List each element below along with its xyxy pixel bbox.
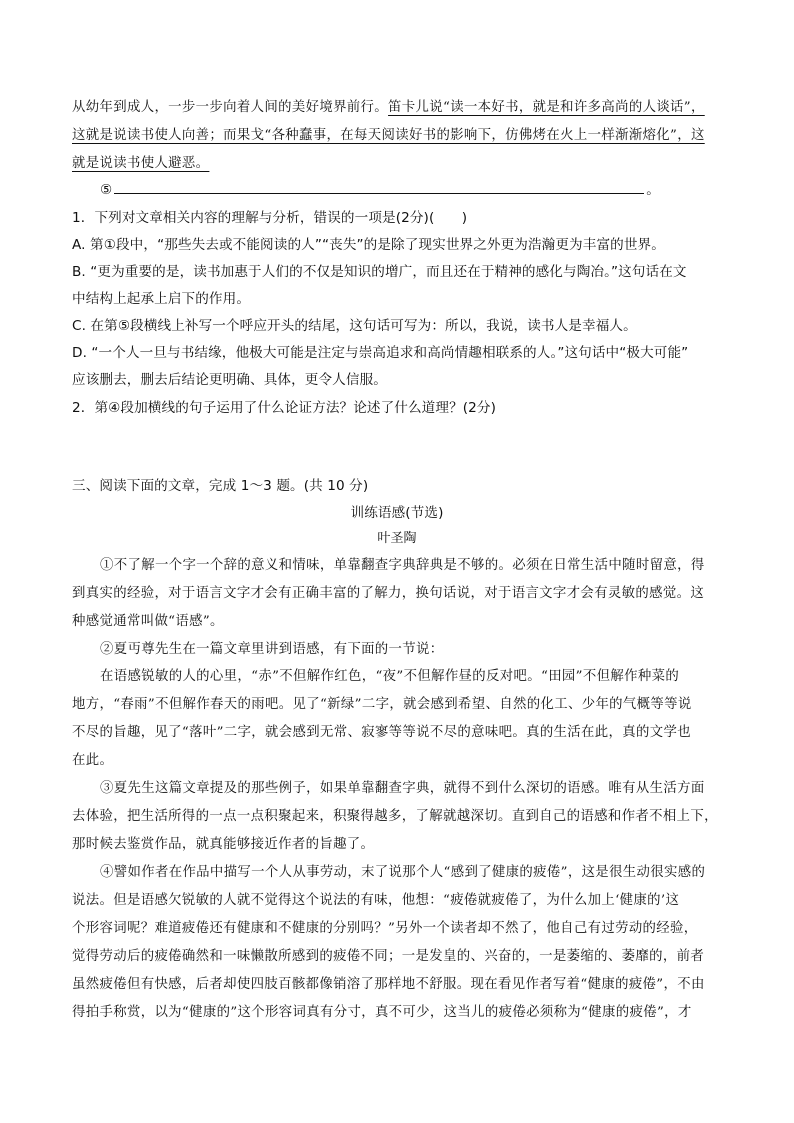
- article-author: 叶圣陶: [377, 531, 417, 546]
- quote-line-4: 在此。: [72, 753, 114, 768]
- option-d-line-2: 应该删去，删去后结论更明确、具体，更令人信服。: [72, 372, 387, 388]
- answer-blank: [114, 181, 644, 194]
- paragraph-4-line-2: 说法。但是语感欠锐敏的人就不觉得这个说法的有味，他想：“疲倦就疲倦了，为什么加上‘健康的’这: [72, 893, 680, 908]
- option-c: C. 在第⑤段横线上补写一个呼应开头的结尾，这句话可写为：所以，我说，读书人是幸福人。: [72, 318, 637, 334]
- paragraph-3-line-3: 那时候去鉴赏作品，就真能够接近作者的旨趣了。: [72, 837, 375, 852]
- paragraph-1-line-1: ①不了解一个字一个辞的意义和情味，单靠翻查字典辞典是不够的。必须在日常生活中随时留意，得: [100, 558, 705, 573]
- option-b-line-2: 中结构上起承上启下的作用。: [72, 291, 251, 307]
- paragraph-4-line-6: 得拍手称赏，以为“健康的”这个形容词真有分寸，真不可少，这当儿的疲倦必须称为“健康的疲倦”，才: [72, 1005, 692, 1020]
- paragraph-4-line-3: 个形容词呢？难道疲倦还有健康和不健康的分别吗？”另外一个读者却不然了，他自己有过劳动的经验，: [72, 921, 698, 936]
- quote-line-3: 不尽的旨趣，见了“落叶”二字，就会感到无常、寂寥等等说不尽的意味吧。真的生活在此，真的文学也: [72, 725, 691, 740]
- passage-line-1: [72, 96, 705, 115]
- answer-blank-line: [100, 178, 660, 198]
- paragraph-1-line-3: 种感觉通常叫做“语感”。: [72, 614, 224, 629]
- article-title: 训练语感(节选): [350, 505, 444, 521]
- paragraph-4-line-1: ④譬如作者在作品中描写一个人从事劳动，末了说那个人“感到了健康的疲倦”，这是很生动很实感的: [100, 865, 706, 880]
- passage-line-1-plain: 从幼年到成人，一步一步向着人间的美好境界前行。: [72, 100, 389, 115]
- paragraph-3-line-2: 去体验，把生活所得的一点一点积聚起来，积聚得越多，了解就越深切。直到自己的语感和作者不相上下，: [72, 809, 718, 824]
- quote-line-2: 地方，“春雨”不但解作春天的雨吧。见了“新绿”二字，就会感到希望、自然的化工、少年的气概等等说: [72, 697, 692, 712]
- paragraph-2: ②夏丏尊先生在一篇文章里讲到语感，有下面的一节说：: [100, 642, 444, 657]
- passage-line-1-underlined: 笛卡儿说“读一本好书，就是和许多高尚的人谈话”，: [388, 100, 705, 115]
- blank-period: 。: [646, 182, 660, 198]
- question-2-stem: 2．第④段加横线的句子运用了什么论证方法？论述了什么道理？(2分): [72, 400, 497, 416]
- option-a: A. 第①段中，“那些失去或不能阅读的人”“丧失”的是除了现实世界之外更为浩瀚更为丰富的世界。: [72, 237, 665, 253]
- passage-line-3: 就是说读书使人避恶。: [72, 156, 210, 171]
- paragraph-4-line-5: 虽然疲倦但有快感，后者却使四肢百骸都像销溶了那样地不舒服。现在看见作者写着“健康的疲倦”，不由: [72, 977, 705, 992]
- blank-number: ⑤: [100, 182, 113, 198]
- quote-line-1: 在语感锐敏的人的心里，“赤”不但解作红色，“夜”不但解作昼的反对吧。“田园”不但解作种菜的: [100, 669, 680, 684]
- paragraph-1-line-2: 到真实的经验，对于语言文字才会有正确丰富的了解力，换句话说，对于语言文字才会有灵敏的感觉。这: [72, 586, 705, 601]
- question-1-stem: 1．下列对文章相关内容的理解与分析，错误的一项是(2分)( ): [72, 210, 468, 226]
- passage-line-2: 这就是说读书使人向善；而果戈“各种蠢事，在每天阅读好书的影响下，仿佛烤在火上一样渐渐熔化”，这: [72, 128, 705, 143]
- option-d-line-1: D. “一个人一旦与书结缘，他极大可能是注定与崇高追求和高尚情趣相联系的人。”这句话中“极大可能”: [72, 345, 689, 361]
- paragraph-4-line-4: 觉得劳动后的疲倦确然和一味懒散所感到的疲倦不同；一是发皇的、兴奋的，一是萎缩的、萎靡的，前者: [72, 949, 705, 964]
- paragraph-3-line-1: ③夏先生这篇文章提及的那些例子，如果单靠翻查字典，就得不到什么深切的语感。唯有从生活方面: [100, 781, 705, 796]
- section-3-heading: 三、阅读下面的文章，完成 1～3 题。(共 10 分): [72, 478, 369, 494]
- option-b-line-1: B. “更为重要的是，读书加惠于人们的不仅是知识的增广，而且还在于精神的感化与陶冶。”这句话在文: [72, 264, 687, 280]
